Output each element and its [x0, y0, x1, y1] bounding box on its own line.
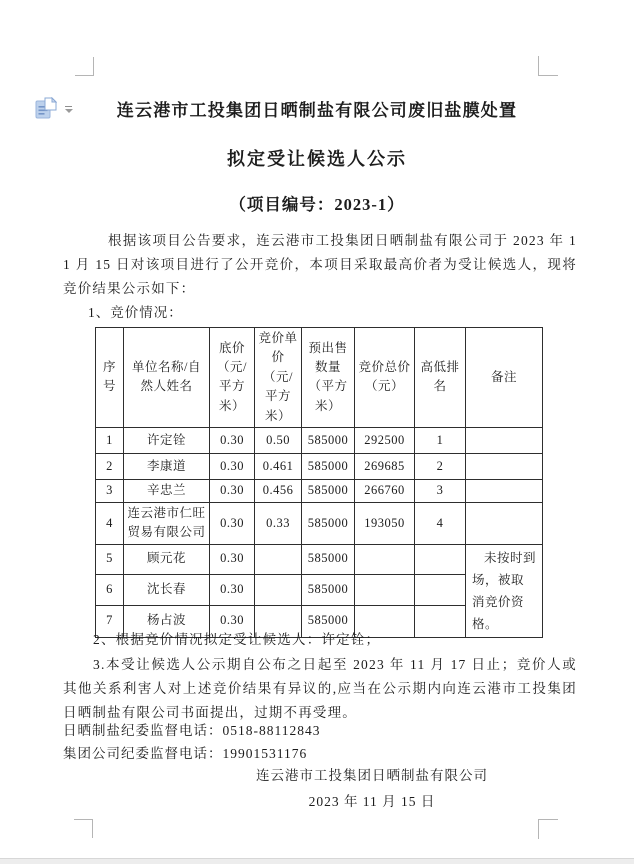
document-title-line1: 连云港市工投集团日晒制盐有限公司废旧盐膜处置 — [116, 101, 518, 120]
cell-ranking: 4 — [415, 502, 466, 544]
cell-base-price: 0.30 — [210, 479, 255, 502]
cell-serial: 5 — [96, 544, 124, 574]
candidate-paragraph: 2、根据竞价情况拟定受让候选人：许定铨； — [93, 632, 381, 647]
supervision-phone-2: 集团公司纪委监督电话：19901531176 — [63, 746, 308, 761]
section-1-heading: 1、竞价情况： — [88, 305, 183, 320]
margin-crop-mark-top-left — [75, 57, 94, 76]
cell-bidder-name: 杨占波 — [124, 605, 210, 637]
table-row — [96, 427, 543, 453]
cell-base-price: 0.30 — [210, 574, 255, 605]
cell-quantity: 585000 — [302, 479, 355, 502]
cell-remark — [466, 479, 543, 502]
col-header-serial: 序号 — [96, 328, 124, 428]
cell-quantity: 585000 — [302, 574, 355, 605]
cell-quantity: 585000 — [302, 605, 355, 637]
cell-serial: 1 — [96, 427, 124, 453]
cell-bidder-name: 沈长春 — [124, 574, 210, 605]
cell-bid-unit-price: 0.33 — [255, 502, 302, 544]
col-header-bid-unit-price: 竞价单价（元/平方米） — [255, 328, 302, 428]
cell-bidder-name: 许定铨 — [124, 427, 210, 453]
cell-ranking — [415, 544, 466, 574]
bid-results-table — [95, 327, 543, 638]
cell-serial: 4 — [96, 502, 124, 544]
intro-paragraph: 根据该项目公告要求，连云港市工投集团日晒制盐有限公司于 2023 年 11 月 15 日对该项目进行了公开竞价，本项目采取最高价者为受让候选人，现将竞价结果公示如下： — [63, 233, 577, 296]
cell-base-price: 0.30 — [210, 427, 255, 453]
cell-ranking: 3 — [415, 479, 466, 502]
margin-crop-mark-bottom-left — [74, 819, 93, 838]
document-title-line2: 拟定受让候选人公示 — [227, 149, 407, 169]
col-header-bidder-name: 单位名称/自然人姓名 — [124, 328, 210, 428]
cell-ranking: 1 — [415, 427, 466, 453]
cell-bid-unit-price — [255, 544, 302, 574]
signature-date: 2023 年 11 月 15 日 — [308, 794, 436, 809]
table-header-row — [96, 328, 543, 428]
cell-remark — [466, 427, 543, 453]
cell-total-price — [355, 574, 415, 605]
objection-paragraph: 3.本受让候选人公示期自公布之日起至 2023 年 11 月 17 日止；竞价人或其他关系利害人对上述竞价结果有异议的,应当在公示期内向连云港市工投集团日晒制盐有限公司书面提出，过期不再受理。 — [63, 657, 577, 720]
col-header-base-price: 底价（元/平方米） — [210, 328, 255, 428]
cell-bid-unit-price: 0.456 — [255, 479, 302, 502]
cell-total-price — [355, 544, 415, 574]
cell-ranking — [415, 574, 466, 605]
cell-quantity: 585000 — [302, 453, 355, 479]
signature-block — [110, 763, 634, 815]
page-bottom-edge — [0, 858, 634, 864]
margin-crop-mark-top-right — [538, 56, 558, 76]
cell-quantity: 585000 — [302, 544, 355, 574]
cell-remark — [466, 502, 543, 544]
cell-serial: 3 — [96, 479, 124, 502]
cell-total-price: 266760 — [355, 479, 415, 502]
cell-bidder-name: 辛忠兰 — [124, 479, 210, 502]
table-row — [96, 544, 543, 574]
cell-bid-unit-price: 0.50 — [255, 427, 302, 453]
cell-merged-remark: 未按时到场，被取消竞价资格。 — [466, 544, 543, 637]
cell-base-price: 0.30 — [210, 502, 255, 544]
cell-total-price: 269685 — [355, 453, 415, 479]
cell-base-price: 0.30 — [210, 453, 255, 479]
cell-bidder-name: 顾元花 — [124, 544, 210, 574]
cell-bid-unit-price — [255, 574, 302, 605]
col-header-total-price: 竞价总价（元） — [355, 328, 415, 428]
cell-base-price: 0.30 — [210, 544, 255, 574]
project-number: （项目编号：2023-1） — [229, 195, 405, 214]
table-row — [96, 502, 543, 544]
margin-crop-mark-bottom-right — [538, 819, 558, 839]
cell-serial: 7 — [96, 605, 124, 637]
cell-serial: 6 — [96, 574, 124, 605]
col-header-remark: 备注 — [466, 328, 543, 428]
signature-company: 连云港市工投集团日晒制盐有限公司 — [256, 768, 488, 783]
table-row — [96, 479, 543, 502]
supervision-phone-1: 日晒制盐纪委监督电话：0518-88112843 — [63, 723, 321, 738]
col-header-quantity: 预出售数量（平方米） — [302, 328, 355, 428]
cell-quantity: 585000 — [302, 502, 355, 544]
cell-remark — [466, 453, 543, 479]
cell-bidder-name: 连云港市仁旺贸易有限公司 — [124, 502, 210, 544]
cell-base-price: 0.30 — [210, 605, 255, 637]
table-row — [96, 453, 543, 479]
cell-quantity: 585000 — [302, 427, 355, 453]
col-header-ranking: 高低排名 — [415, 328, 466, 428]
cell-bid-unit-price: 0.461 — [255, 453, 302, 479]
cell-total-price: 292500 — [355, 427, 415, 453]
cell-ranking: 2 — [415, 453, 466, 479]
cell-bidder-name: 李康道 — [124, 453, 210, 479]
cell-serial: 2 — [96, 453, 124, 479]
cell-total-price: 193050 — [355, 502, 415, 544]
